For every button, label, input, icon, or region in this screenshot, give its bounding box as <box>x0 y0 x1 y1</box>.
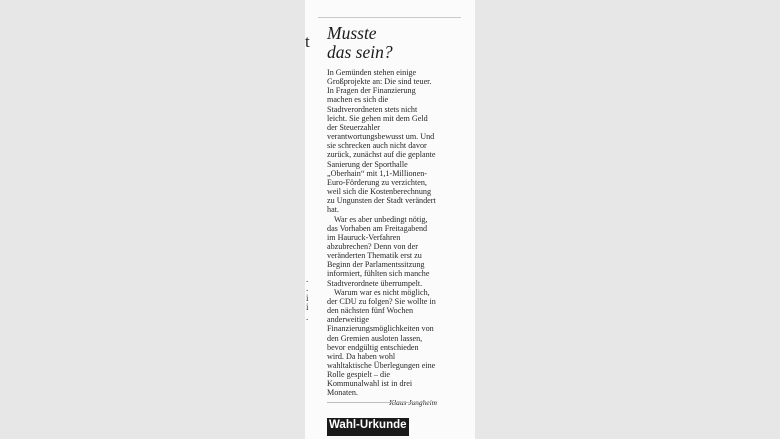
article-headline <box>327 24 457 62</box>
headline-line-1: Musste <box>327 23 377 43</box>
paragraph-2: War es aber unbedingt nötig, das Vorhaben am Freitagabend im Hauruck-Verfahren abzubrechen? Denn von der veränderten Thematik erst zu Beginn der Parlamentssitzung informiert, fühlten sich manche Stadtverordnete überrumpelt. <box>327 214 430 288</box>
cut-off-fragment: . <box>306 312 309 322</box>
paragraph-3: Warum war es nicht möglich, der CDU zu folgen? Sie wollte in den nächsten fünf Wochen anderweitige Finanzierungsmöglichkeiten von den Gremien ausloten lassen, bevor endgültig entschieden wird. Da haben wohl wahltaktische Überlegungen eine Rolle gespielt – die Kommunalwahl ist in drei Monaten. <box>327 287 436 398</box>
author-signature: Klaus Jungheim <box>389 397 437 407</box>
article-body <box>327 68 437 407</box>
next-article-headline: Wahl-Urkunde <box>327 418 409 436</box>
newspaper-clipping <box>305 0 475 439</box>
paragraph-1: In Gemünden stehen einige Großprojekte an: Die sind teuer. In Fragen der Finanzierung machen es sich die Stadtverordneten stets nicht leicht. Sie gehen mit dem Geld der Steuerzahler verantwortungsbewusst um. Und sie schrecken auch nicht davor zurück, zunächst auf die geplante Sanierung der Sporthalle „Oberhain“ mit 1,1-Millionen-Euro-Förderung zu verzichten, weil sich die Kostenberechnung zu Ungunsten der Stadt verändert hat. <box>327 68 436 215</box>
cut-off-letter: t <box>305 32 310 51</box>
top-divider <box>318 17 461 18</box>
cut-off-fragment: i <box>306 293 309 303</box>
cut-off-fragment: . <box>306 274 309 284</box>
cut-off-fragment: i <box>306 302 309 312</box>
headline-line-2: das sein? <box>327 42 393 62</box>
cut-off-fragment: . <box>306 283 309 293</box>
bottom-divider <box>327 402 431 403</box>
